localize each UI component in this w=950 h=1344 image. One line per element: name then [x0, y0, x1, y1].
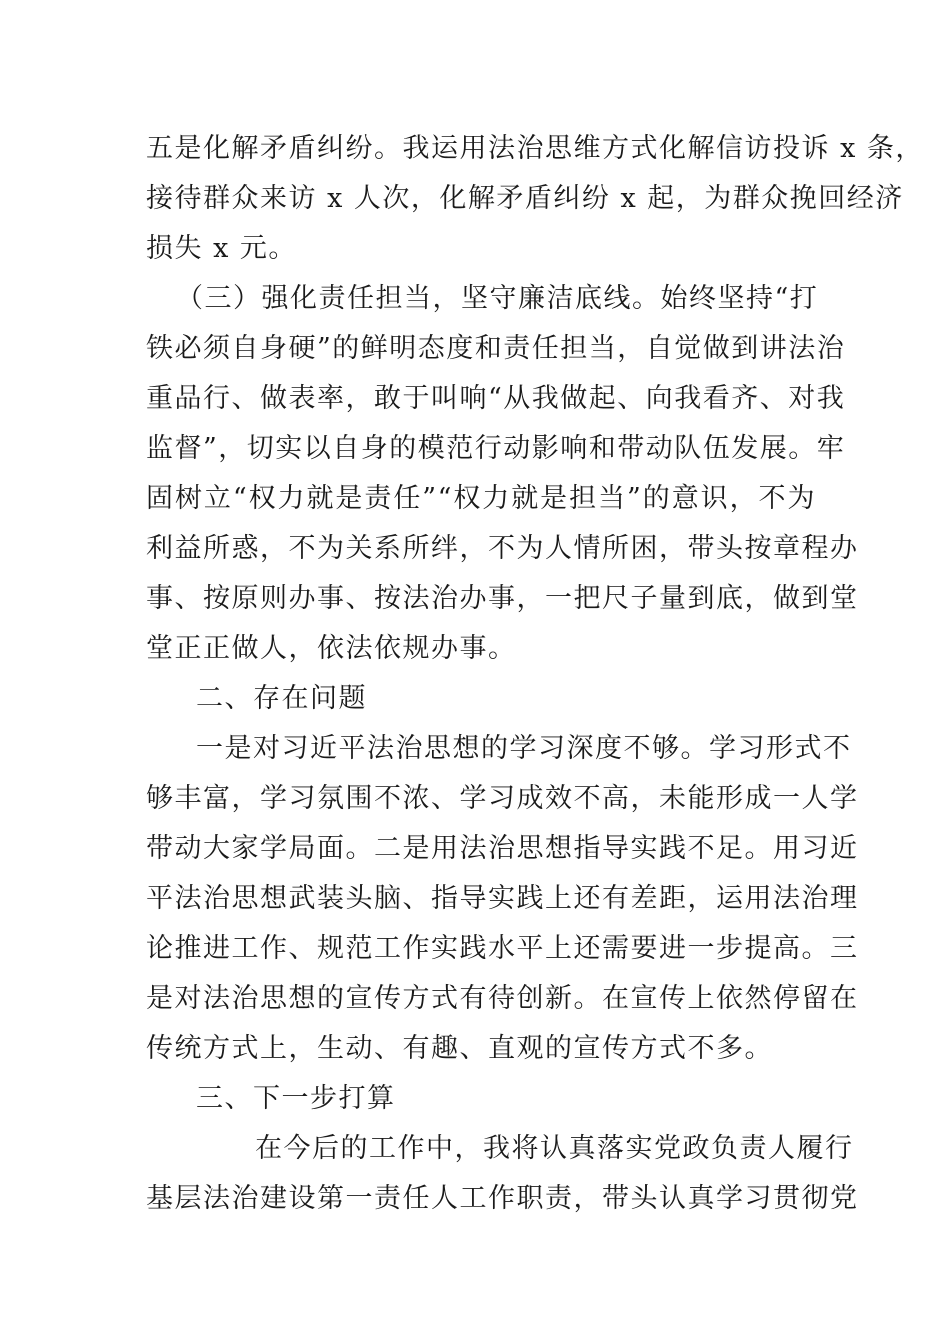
text-line: 利益所惑，不为关系所绊，不为人情所困，带头按章程办: [146, 533, 859, 564]
text-line: 损失 x 元。: [146, 233, 297, 264]
text-line: （三）强化责任担当，坚守廉洁底线。始终坚持“打: [176, 283, 819, 314]
text-line: 一是对习近平法治思想的学习深度不够。学习形式不: [196, 733, 852, 764]
text-line: 在今后的工作中，我将认真落实党政负责人履行: [255, 1133, 854, 1164]
text-line: 堂正正做人，依法依规办事。: [146, 633, 517, 664]
text-line: 传统方式上，生动、有趣、直观的宣传方式不多。: [146, 1033, 773, 1064]
text-line: 平法治思想武装头脑、指导实践上还有差距，运用法治理: [146, 883, 859, 914]
section-heading: 二、存在问题: [196, 683, 367, 714]
text-line: 重品行、做表率，敢于叫响“从我做起、向我看齐、对我: [146, 383, 846, 414]
text-line: 带动大家学局面。二是用法治思想指导实践不足。用习近: [146, 833, 859, 864]
text-line: 论推进工作、规范工作实践水平上还需要进一步提高。三: [146, 933, 859, 964]
text-line: 固树立“权力就是责任”“权力就是担当”的意识，不为: [146, 483, 816, 514]
text-line: 是对法治思想的宣传方式有待创新。在宣传上依然停留在: [146, 983, 859, 1014]
text-line: 铁必须自身硬”的鲜明态度和责任担当，自觉做到讲法治: [146, 333, 846, 364]
text-line: 五是化解矛盾纠纷。我运用法治思维方式化解信访投诉 x 条，: [146, 133, 924, 164]
text-line: 够丰富，学习氛围不浓、学习成效不高，未能形成一人学: [146, 783, 859, 814]
text-line: 事、按原则办事、按法治办事，一把尺子量到底，做到堂: [146, 583, 859, 614]
text-line: 基层法治建设第一责任人工作职责，带头认真学习贯彻党: [146, 1183, 859, 1214]
section-heading: 三、下一步打算: [196, 1083, 396, 1114]
text-line: 监督”，切实以自身的模范行动影响和带动队伍发展。牢: [146, 433, 846, 464]
text-line: 接待群众来访 x 人次，化解矛盾纠纷 x 起，为群众挽回经济: [146, 183, 904, 214]
